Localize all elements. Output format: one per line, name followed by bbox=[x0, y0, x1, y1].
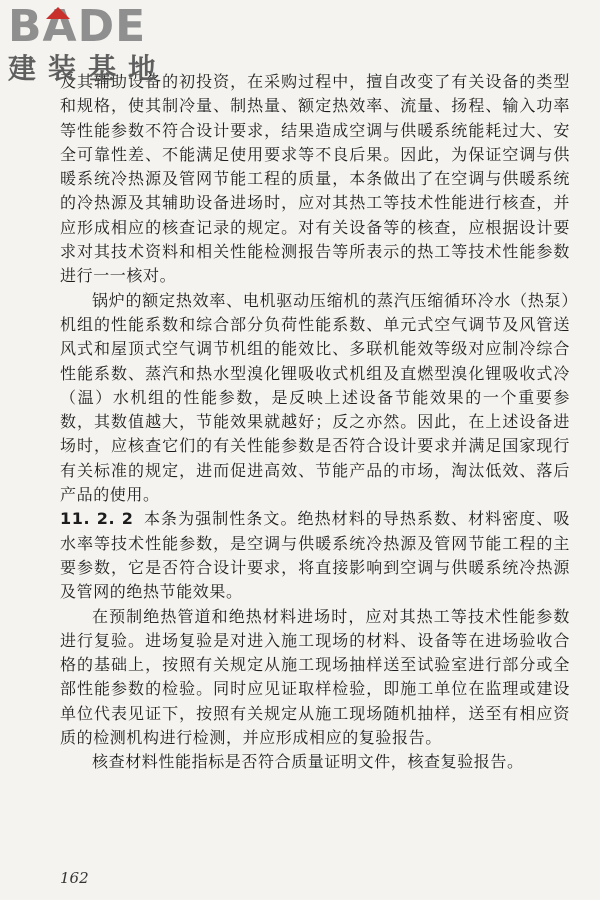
watermark-latin-text: BADE bbox=[8, 1, 147, 52]
watermark-logo bbox=[8, 1, 183, 96]
paragraph-5: 核查材料性能指标是否符合质量证明文件，核查复验报告。 bbox=[92, 752, 524, 772]
page-number: 162 bbox=[60, 869, 89, 887]
paragraph-4: 在预制绝热管道和绝热材料进场时，应对其热工等技术性能参数进行复验。进场复验是对进入施工现场的材料、设备等在进场验收合格的基础上，按照有关规定从施工现场抽样送至试验室进行部分或全部性能参数的检验。同时应见证取样检验，即施工单位在监理或建设单位代表见证下，按照有关规定从施工现场随机抽样，送至有相应资质的检测机构进行检测，并应形成相应的复验报告。 bbox=[60, 606, 570, 748]
clause-text: 本条为强制性条文。绝热材料的导热系数、材料密度、吸水率等技术性能参数，是空调与供暖系统冷热源及管网节能工程的主要参数，它是否符合设计要求，将直接影响到空调与供暖系统冷热源及管网的绝热节能效果。 bbox=[60, 509, 570, 602]
page-body bbox=[60, 70, 570, 775]
watermark-accent-triangle bbox=[46, 7, 70, 19]
paragraph-2: 锅炉的额定热效率、电机驱动压缩机的蒸汽压缩循环冷水（热泵）机组的性能系数和综合部分负荷性能系数、单元式空气调节及风管送风式和屋顶式空气调节机组的能效比、多联机能效等级对应制冷综合性能系数、蒸汽和热水型溴化锂吸收式机组及直燃型溴化锂吸收式冷（温）水机组的性能参数，是反映上述设备节能效果的一个重要参数，其数值越大，节能效果就越好；反之亦然。因此，在上述设备进场时，应核查它们的有关性能参数是否符合设计要求并满足国家现行有关标准的规定，进而促进高效、节能产品的市场，淘汰低效、落后产品的使用。 bbox=[60, 290, 570, 505]
paragraph-1: 及其辅助设备的初投资，在采购过程中，擅自改变了有关设备的类型和规格，使其制冷量、制热量、额定热效率、流量、扬程、输入功率等性能参数不符合设计要求，结果造成空调与供暖系统能耗过大、安全可靠性差、不能满足使用要求等不良后果。因此，为保证空调与供暖系统冷热源及管网节能工程的质量，本条做出了在空调与供暖系统的冷热源及其辅助设备进场时，应对其热工等技术性能进行核查，并应形成相应的核查记录的规定。对有关设备等的核查，应根据设计要求对其技术资料和相关性能检测报告等所表示的热工等技术性能参数进行一一核对。 bbox=[60, 72, 570, 286]
watermark-cjk-text: 建装基地 bbox=[8, 52, 169, 85]
clause-11-2-2 bbox=[60, 507, 570, 604]
clause-number: 11. 2. 2 bbox=[60, 509, 134, 529]
